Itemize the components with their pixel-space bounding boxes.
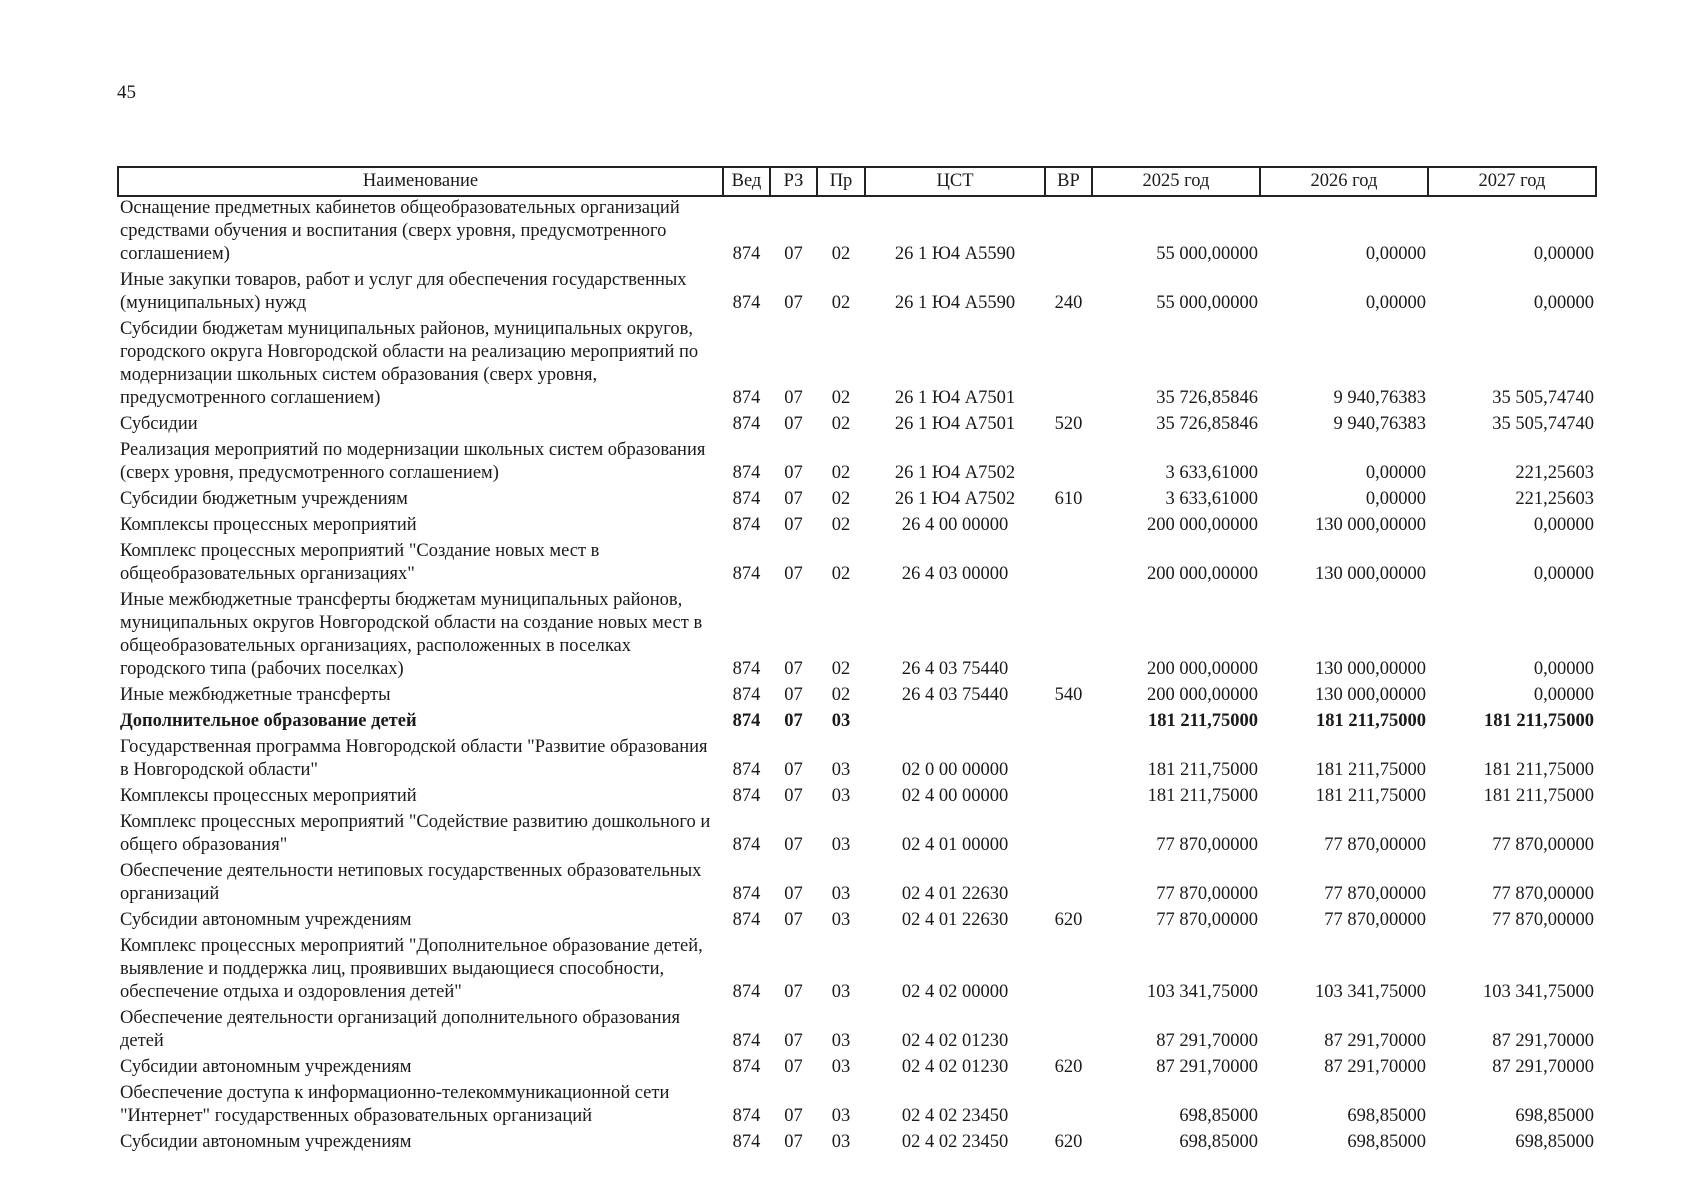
cell-cst: 26 1 Ю4 А5590 [894, 244, 1016, 264]
cell-2026: 181 211,75000 [1315, 760, 1426, 780]
cell-name: Субсидии бюджетным учреждениям [120, 489, 408, 509]
cell-2025: 55 000,00000 [1156, 293, 1258, 313]
cell-2027: 0,00000 [1533, 659, 1594, 679]
cell-2025: 181 211,75000 [1148, 711, 1258, 731]
cell-rz: 07 [784, 1106, 803, 1126]
cell-pr: 02 [831, 659, 851, 679]
cell-ved: 874 [732, 711, 761, 731]
cell-2027: 77 870,00000 [1492, 910, 1594, 930]
cell-cst: 26 1 Ю4 А7501 [894, 388, 1016, 408]
cell-2027: 35 505,74740 [1492, 388, 1594, 408]
cell-rz: 07 [784, 463, 803, 483]
cell-2025: 77 870,00000 [1156, 910, 1258, 930]
cell-pr: 02 [831, 293, 851, 313]
cell-vr: 620 [1054, 910, 1083, 930]
cell-cst: 26 1 Ю4 А7502 [894, 463, 1016, 483]
cell-2026: 9 940,76383 [1333, 388, 1426, 408]
cell-vr [1045, 785, 1092, 811]
cell-cst: 02 4 01 22630 [901, 910, 1009, 930]
cell-2026: 0,00000 [1365, 244, 1426, 264]
cell-rz: 07 [784, 244, 803, 264]
cell-2025: 87 291,70000 [1156, 1057, 1258, 1077]
header-name: Наименование [118, 167, 723, 196]
table-row [118, 269, 1596, 318]
header-vr: ВР [1045, 167, 1092, 196]
cell-rz: 07 [784, 414, 803, 434]
table-row [118, 785, 1596, 811]
cell-ved: 874 [732, 414, 761, 434]
cell-cst [865, 710, 1045, 736]
cell-2027: 221,25603 [1515, 463, 1594, 483]
cell-2027: 87 291,70000 [1492, 1057, 1594, 1077]
cell-ved: 874 [732, 835, 761, 855]
table-row [118, 811, 1596, 860]
cell-pr: 02 [831, 685, 851, 705]
header-2025: 2025 год [1092, 167, 1260, 196]
cell-2027: 35 505,74740 [1492, 414, 1594, 434]
cell-pr: 03 [831, 835, 851, 855]
cell-2027: 77 870,00000 [1492, 835, 1594, 855]
table-row [118, 684, 1596, 710]
cell-2026: 0,00000 [1365, 293, 1426, 313]
cell-vr [1045, 1007, 1092, 1056]
cell-rz: 07 [784, 786, 803, 806]
cell-vr: 240 [1054, 293, 1083, 313]
cell-2026: 103 341,75000 [1315, 982, 1426, 1002]
cell-pr: 03 [831, 982, 851, 1002]
table-row [118, 589, 1596, 684]
page-number: 45 [117, 82, 136, 103]
cell-pr: 02 [831, 515, 851, 535]
cell-rz: 07 [784, 760, 803, 780]
cell-2025: 3 633,61000 [1165, 463, 1258, 483]
cell-2027: 698,85000 [1515, 1132, 1594, 1152]
cell-2026: 0,00000 [1365, 463, 1426, 483]
cell-2025: 35 726,85846 [1156, 414, 1258, 434]
table-row [118, 540, 1596, 589]
cell-rz: 07 [784, 564, 803, 584]
cell-vr [1045, 589, 1092, 684]
cell-ved: 874 [732, 564, 761, 584]
cell-2025: 103 341,75000 [1147, 982, 1258, 1002]
cell-rz: 07 [784, 884, 803, 904]
cell-cst: 26 4 03 00000 [901, 564, 1009, 584]
cell-ved: 874 [732, 1106, 761, 1126]
cell-pr: 03 [831, 1106, 851, 1126]
cell-2025: 698,85000 [1179, 1132, 1258, 1152]
cell-2026: 130 000,00000 [1315, 685, 1426, 705]
table-row [118, 413, 1596, 439]
cell-rz: 07 [784, 515, 803, 535]
cell-name: Иные межбюджетные трансферты бюджетам муниципальных районов, муниципальных округов Новгородской области на создание новых мест в общеобразовательных организациях, расположенных в поселках городского типа (рабочих поселках) [120, 590, 703, 679]
table-row [118, 860, 1596, 909]
cell-2025: 35 726,85846 [1156, 388, 1258, 408]
table-row [118, 1131, 1596, 1157]
cell-rz: 07 [784, 1057, 803, 1077]
cell-ved: 874 [732, 388, 761, 408]
cell-rz: 07 [784, 982, 803, 1002]
table-row [118, 439, 1596, 488]
cell-2027: 698,85000 [1515, 1106, 1594, 1126]
cell-ved: 874 [732, 1057, 761, 1077]
cell-2026: 9 940,76383 [1333, 414, 1426, 434]
table-row [118, 736, 1596, 785]
cell-2027: 181 211,75000 [1483, 786, 1594, 806]
cell-pr: 03 [831, 910, 851, 930]
cell-ved: 874 [732, 659, 761, 679]
header-cst: ЦСТ [865, 167, 1045, 196]
cell-pr: 02 [831, 388, 851, 408]
cell-2027: 0,00000 [1533, 685, 1594, 705]
cell-2026: 77 870,00000 [1324, 835, 1426, 855]
cell-cst: 26 1 Ю4 А7502 [894, 489, 1016, 509]
cell-2026: 698,85000 [1347, 1106, 1426, 1126]
cell-ved: 874 [732, 884, 761, 904]
table-row [118, 1007, 1596, 1056]
cell-pr: 03 [831, 786, 851, 806]
cell-rz: 07 [784, 910, 803, 930]
cell-2026: 77 870,00000 [1324, 884, 1426, 904]
cell-2027: 103 341,75000 [1483, 982, 1594, 1002]
budget-table [117, 166, 1597, 1157]
cell-rz: 07 [784, 835, 803, 855]
cell-2025: 77 870,00000 [1156, 835, 1258, 855]
cell-vr [1045, 710, 1092, 736]
cell-2026: 130 000,00000 [1315, 564, 1426, 584]
cell-2027: 77 870,00000 [1492, 884, 1594, 904]
cell-cst: 26 1 Ю4 А7501 [894, 414, 1016, 434]
cell-2027: 0,00000 [1533, 244, 1594, 264]
cell-cst: 02 4 02 01230 [901, 1057, 1009, 1077]
cell-pr: 03 [831, 1031, 851, 1051]
cell-2025: 200 000,00000 [1147, 515, 1258, 535]
cell-name: Обеспечение доступа к информационно-телекоммуникационной сети "Интернет" государственных образовательных организаций [120, 1083, 670, 1126]
cell-name: Дополнительное образование детей [120, 711, 417, 731]
table-row [118, 1056, 1596, 1082]
cell-vr [1045, 439, 1092, 488]
cell-name: Комплекс процессных мероприятий "Содействие развитию дошкольного и общего образования" [120, 812, 711, 855]
cell-name: Реализация мероприятий по модернизации школьных систем образования (сверх уровня, предусмотренного соглашением) [120, 440, 706, 483]
table-row [118, 1082, 1596, 1131]
cell-name: Комплексы процессных мероприятий [120, 515, 417, 535]
cell-cst: 02 4 02 23450 [901, 1106, 1009, 1126]
cell-cst: 02 4 01 00000 [901, 835, 1009, 855]
cell-name: Комплексы процессных мероприятий [120, 786, 417, 806]
cell-name: Комплекс процессных мероприятий "Дополнительное образование детей, выявление и поддержка лиц, проявивших выдающиеся способности, обеспечение отдыха и оздоровления детей" [120, 936, 703, 1002]
cell-rz: 07 [784, 1031, 803, 1051]
cell-2025: 87 291,70000 [1156, 1031, 1258, 1051]
cell-ved: 874 [732, 1132, 761, 1152]
cell-name: Оснащение предметных кабинетов общеобразовательных организаций средствами обучения и воспитания (сверх уровня, предусмотренного соглашением) [120, 198, 680, 264]
table-row [118, 909, 1596, 935]
cell-ved: 874 [732, 786, 761, 806]
cell-2026: 87 291,70000 [1324, 1031, 1426, 1051]
cell-pr: 03 [831, 1057, 851, 1077]
cell-rz: 07 [784, 1132, 803, 1152]
cell-vr: 610 [1054, 489, 1083, 509]
cell-2026: 181 211,75000 [1315, 786, 1426, 806]
cell-ved: 874 [732, 760, 761, 780]
cell-2027: 221,25603 [1515, 489, 1594, 509]
cell-cst: 02 4 02 00000 [901, 982, 1009, 1002]
cell-2026: 77 870,00000 [1324, 910, 1426, 930]
cell-rz: 07 [784, 388, 803, 408]
cell-2027: 0,00000 [1533, 293, 1594, 313]
cell-2025: 181 211,75000 [1147, 760, 1258, 780]
cell-vr: 520 [1054, 414, 1083, 434]
cell-vr: 620 [1054, 1057, 1083, 1077]
table-row [118, 196, 1596, 269]
cell-name: Субсидии [120, 414, 198, 434]
cell-2027: 0,00000 [1533, 564, 1594, 584]
cell-vr [1045, 811, 1092, 860]
cell-cst: 26 4 03 75440 [901, 659, 1009, 679]
cell-ved: 874 [732, 910, 761, 930]
cell-ved: 874 [732, 293, 761, 313]
cell-name: Иные межбюджетные трансферты [120, 685, 391, 705]
cell-2027: 0,00000 [1533, 515, 1594, 535]
cell-2026: 130 000,00000 [1315, 659, 1426, 679]
cell-2025: 698,85000 [1179, 1106, 1258, 1126]
cell-2025: 181 211,75000 [1147, 786, 1258, 806]
cell-pr: 03 [831, 760, 851, 780]
cell-2027: 181 211,75000 [1484, 711, 1594, 731]
table-row [118, 318, 1596, 413]
header-rz: РЗ [770, 167, 817, 196]
cell-pr: 02 [831, 244, 851, 264]
cell-2026: 181 211,75000 [1316, 711, 1426, 731]
cell-name: Субсидии автономным учреждениям [120, 1057, 412, 1077]
cell-ved: 874 [732, 1031, 761, 1051]
cell-name: Комплекс процессных мероприятий "Создание новых мест в общеобразовательных организациях" [120, 541, 600, 584]
cell-cst: 26 1 Ю4 А5590 [894, 293, 1016, 313]
cell-pr: 02 [831, 414, 851, 434]
cell-cst: 02 4 02 01230 [901, 1031, 1009, 1051]
cell-ved: 874 [732, 489, 761, 509]
header-2026: 2026 год [1260, 167, 1428, 196]
cell-vr [1045, 736, 1092, 785]
cell-ved: 874 [732, 463, 761, 483]
cell-vr [1045, 196, 1092, 269]
cell-cst: 26 4 00 00000 [901, 515, 1009, 535]
cell-ved: 874 [732, 244, 761, 264]
cell-2025: 200 000,00000 [1147, 685, 1258, 705]
cell-vr [1045, 860, 1092, 909]
table-row [118, 710, 1596, 736]
cell-2025: 3 633,61000 [1165, 489, 1258, 509]
cell-pr: 03 [831, 884, 851, 904]
cell-rz: 07 [784, 293, 803, 313]
table-header [118, 167, 1596, 196]
cell-2026: 130 000,00000 [1315, 515, 1426, 535]
header-ved: Вед [723, 167, 770, 196]
table-row [118, 935, 1596, 1007]
cell-name: Иные закупки товаров, работ и услуг для обеспечения государственных (муниципальных) нужд [120, 270, 687, 313]
cell-vr [1045, 1082, 1092, 1131]
cell-rz: 07 [784, 659, 803, 679]
cell-2025: 77 870,00000 [1156, 884, 1258, 904]
cell-name: Обеспечение деятельности организаций дополнительного образования детей [120, 1008, 680, 1051]
cell-ved: 874 [732, 982, 761, 1002]
table-row [118, 514, 1596, 540]
cell-pr: 03 [831, 711, 851, 731]
cell-pr: 02 [831, 564, 851, 584]
cell-cst: 26 4 03 75440 [901, 685, 1009, 705]
cell-cst: 02 4 01 22630 [901, 884, 1009, 904]
cell-ved: 874 [732, 515, 761, 535]
cell-pr: 02 [831, 489, 851, 509]
cell-cst: 02 4 02 23450 [901, 1132, 1009, 1152]
cell-name: Субсидии автономным учреждениям [120, 910, 412, 930]
cell-2026: 87 291,70000 [1324, 1057, 1426, 1077]
cell-rz: 07 [784, 489, 803, 509]
header-pr: Пр [817, 167, 865, 196]
cell-2027: 181 211,75000 [1483, 760, 1594, 780]
cell-vr [1045, 935, 1092, 1007]
cell-pr: 03 [831, 1132, 851, 1152]
cell-vr [1045, 540, 1092, 589]
cell-cst: 02 4 00 00000 [901, 786, 1009, 806]
cell-pr: 02 [831, 463, 851, 483]
cell-2025: 200 000,00000 [1147, 659, 1258, 679]
cell-name: Государственная программа Новгородской области "Развитие образования в Новгородской области" [120, 737, 708, 780]
cell-2026: 698,85000 [1347, 1132, 1426, 1152]
cell-name: Обеспечение деятельности нетиповых государственных образовательных организаций [120, 861, 702, 904]
cell-vr [1045, 514, 1092, 540]
table-row [118, 488, 1596, 514]
cell-vr: 540 [1054, 685, 1083, 705]
cell-name: Субсидии автономным учреждениям [120, 1132, 412, 1152]
cell-vr: 620 [1054, 1132, 1083, 1152]
cell-2025: 55 000,00000 [1156, 244, 1258, 264]
cell-2026: 0,00000 [1365, 489, 1426, 509]
cell-cst: 02 0 00 00000 [901, 760, 1009, 780]
cell-2025: 200 000,00000 [1147, 564, 1258, 584]
cell-rz: 07 [784, 685, 803, 705]
header-2027: 2027 год [1428, 167, 1596, 196]
cell-vr [1045, 318, 1092, 413]
cell-ved: 874 [732, 685, 761, 705]
cell-name: Субсидии бюджетам муниципальных районов, муниципальных округов, городского округа Новгородской области на реализацию мероприятий по модернизации школьных систем образования (сверх уровня, предусмотренного соглашением) [120, 319, 699, 408]
table-body [118, 196, 1596, 1157]
cell-rz: 07 [784, 711, 803, 731]
cell-2027: 87 291,70000 [1492, 1031, 1594, 1051]
